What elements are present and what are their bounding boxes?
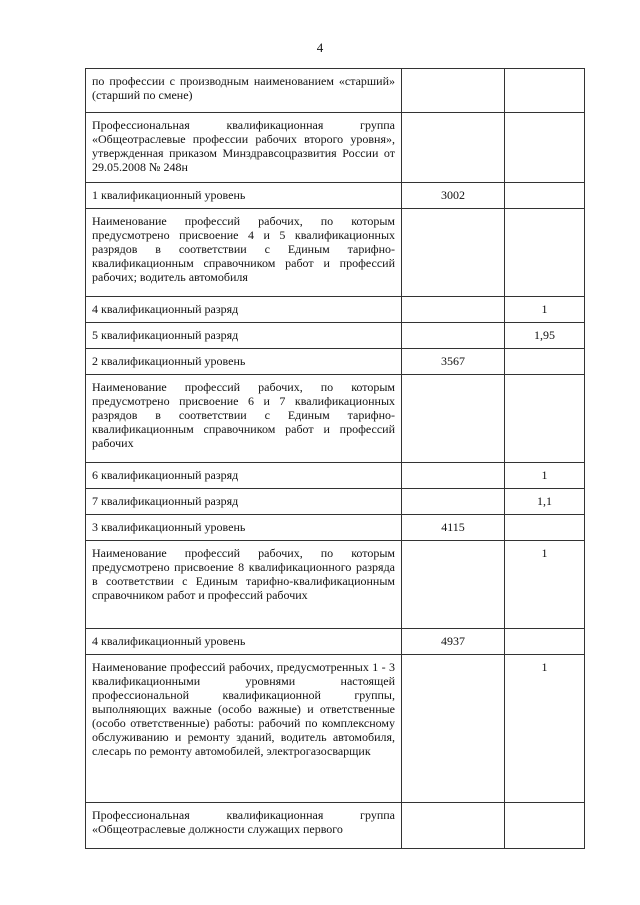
row-description: Наименование профессий рабочих, по которым предусмотрено присвоение 6 и 7 квалификационных разрядов в соответствии с Единым тарифно-квалификационным справочником работ и профессий рабочих <box>86 375 402 463</box>
table-row <box>86 69 585 113</box>
row-salary: 4115 <box>402 515 505 541</box>
row-description: 3 квалификационный уровень <box>86 515 402 541</box>
row-coefficient <box>505 183 585 209</box>
table-row <box>86 375 585 463</box>
row-description: по профессии с производным наименованием «старший» (старший по смене) <box>86 69 402 113</box>
row-salary <box>402 375 505 463</box>
row-description: 4 квалификационный разряд <box>86 297 402 323</box>
row-salary: 4937 <box>402 629 505 655</box>
row-coefficient: 1,1 <box>505 489 585 515</box>
row-coefficient: 1 <box>505 463 585 489</box>
table-row <box>86 803 585 849</box>
row-description: Профессиональная квалификационная группа «Общеотраслевые профессии рабочих второго уровня», утвержденная приказом Минздравсоцразвития России от 29.05.2008 № 248н <box>86 113 402 183</box>
table-row <box>86 323 585 349</box>
row-coefficient <box>505 69 585 113</box>
row-coefficient <box>505 803 585 849</box>
row-coefficient: 1 <box>505 655 585 803</box>
row-coefficient: 1 <box>505 297 585 323</box>
row-description: 5 квалификационный разряд <box>86 323 402 349</box>
row-salary <box>402 655 505 803</box>
row-description: Наименование профессий рабочих, по которым предусмотрено присвоение 4 и 5 квалификационных разрядов в соответствии с Единым тарифно-квалификационным справочником работ и профессий рабочих; водитель автомобиля <box>86 209 402 297</box>
row-description: Наименование профессий рабочих, по которым предусмотрено присвоение 8 квалификационного разряда в соответствии с Единым тарифно-квалификационным справочником работ и профессий рабочих <box>86 541 402 629</box>
row-coefficient: 1 <box>505 541 585 629</box>
row-salary <box>402 803 505 849</box>
table-row <box>86 463 585 489</box>
table-row <box>86 183 585 209</box>
row-coefficient <box>505 113 585 183</box>
row-salary <box>402 297 505 323</box>
page-number: 4 <box>316 40 324 55</box>
row-description: 2 квалификационный уровень <box>86 349 402 375</box>
table-row <box>86 515 585 541</box>
table-row <box>86 297 585 323</box>
row-description: 7 квалификационный разряд <box>86 489 402 515</box>
table-row <box>86 113 585 183</box>
row-coefficient: 1,95 <box>505 323 585 349</box>
row-salary <box>402 69 505 113</box>
table-row <box>86 629 585 655</box>
table-row <box>86 541 585 629</box>
qualification-table <box>85 68 585 849</box>
row-salary <box>402 209 505 297</box>
row-description: Профессиональная квалификационная группа «Общеотраслевые должности служащих первого <box>86 803 402 849</box>
row-salary: 3002 <box>402 183 505 209</box>
row-description: Наименование профессий рабочих, предусмотренных 1 - 3 квалификационными уровнями настоящей профессиональной квалификационной группы, выполняющих важные (особо важные) и ответственные (особо ответственные) работы: рабочий по комплексному обслуживанию и ремонту зданий, водитель автомобиля, слесарь по ремонту автомобилей, электрогазосварщик <box>86 655 402 803</box>
table-row <box>86 489 585 515</box>
row-coefficient <box>505 515 585 541</box>
row-coefficient <box>505 209 585 297</box>
row-salary <box>402 463 505 489</box>
row-description: 1 квалификационный уровень <box>86 183 402 209</box>
row-salary: 3567 <box>402 349 505 375</box>
row-coefficient <box>505 629 585 655</box>
row-description: 4 квалификационный уровень <box>86 629 402 655</box>
row-salary <box>402 113 505 183</box>
row-description: 6 квалификационный разряд <box>86 463 402 489</box>
row-coefficient <box>505 375 585 463</box>
row-salary <box>402 323 505 349</box>
row-salary <box>402 489 505 515</box>
table-row <box>86 209 585 297</box>
row-salary <box>402 541 505 629</box>
table-row <box>86 349 585 375</box>
table-row <box>86 655 585 803</box>
row-coefficient <box>505 349 585 375</box>
